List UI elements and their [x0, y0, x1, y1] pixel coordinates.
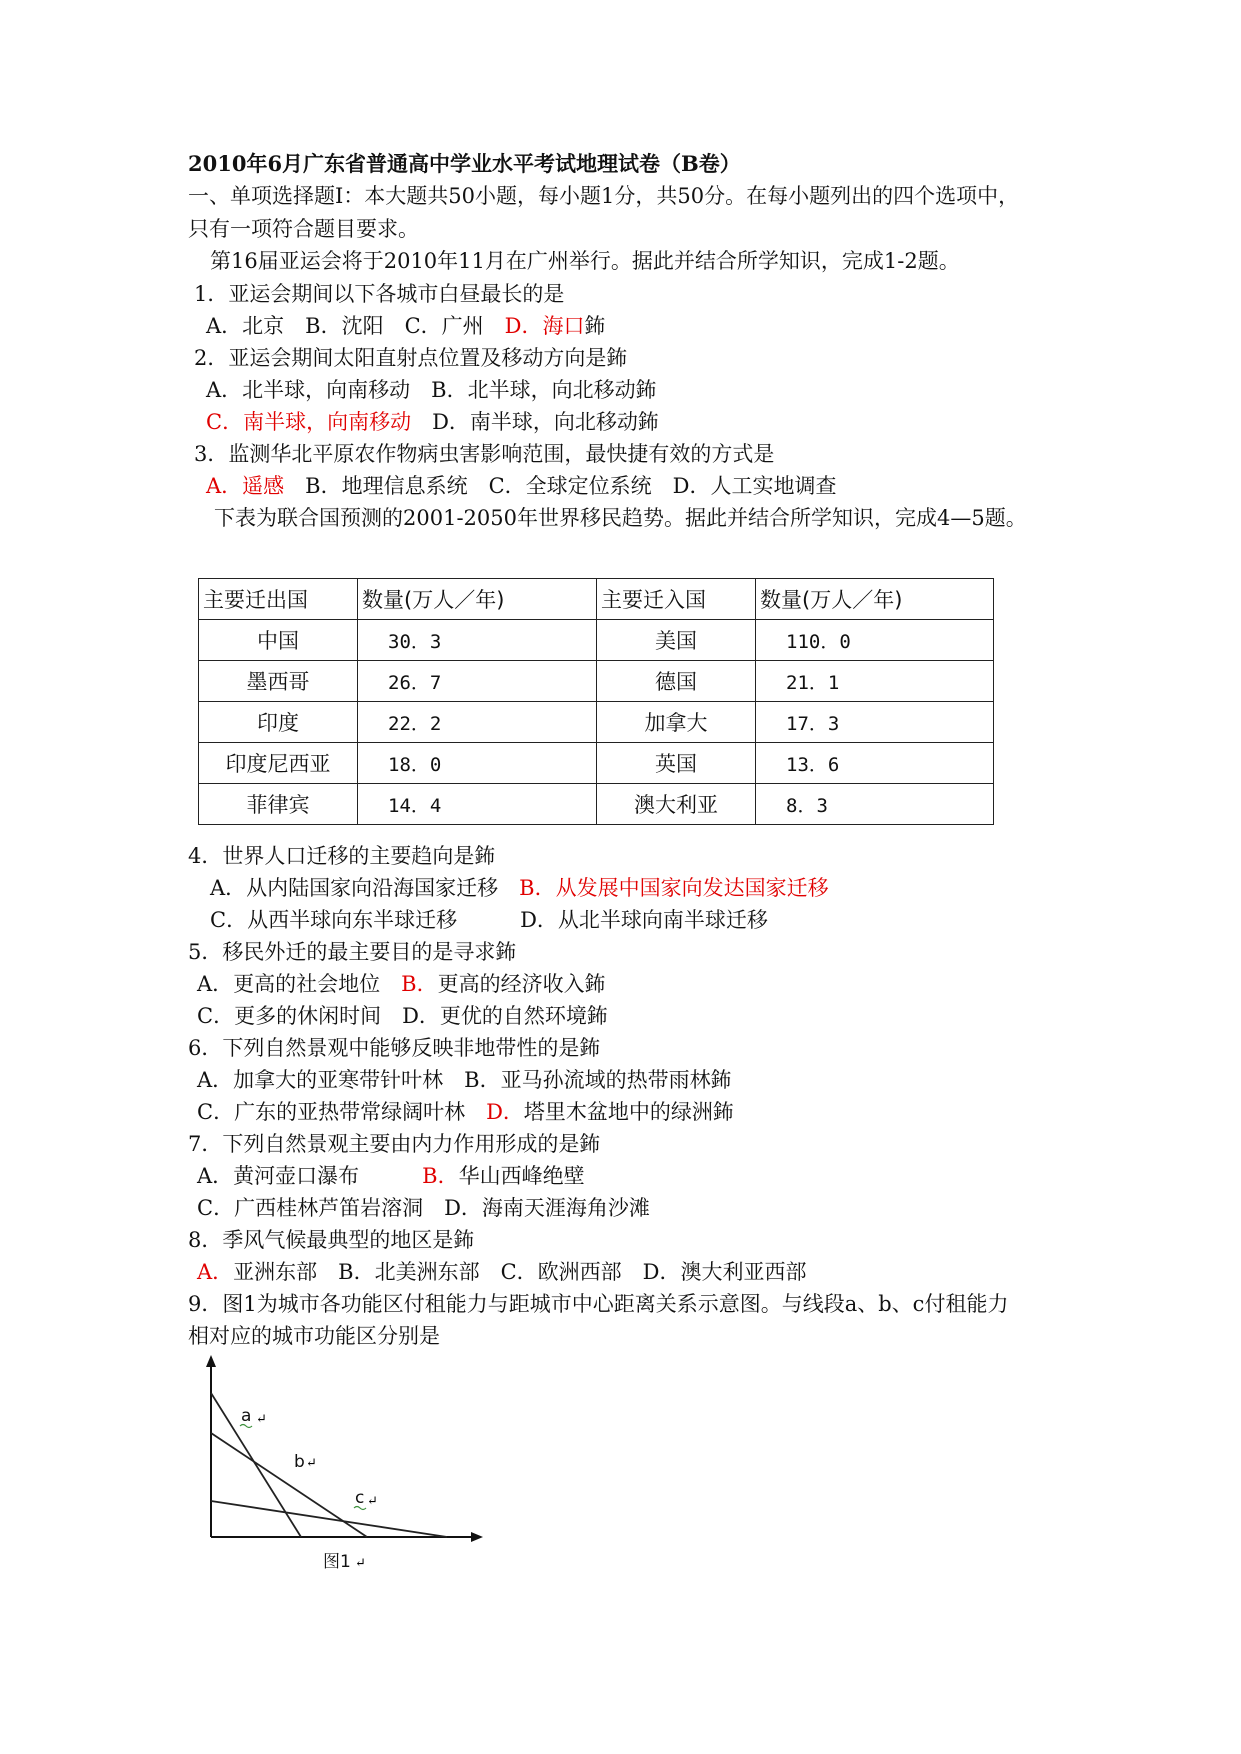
q5-answer: B． [401, 972, 438, 996]
question-7-options-2: C．广西桂林芦笛岩溶洞 D．海南天涯海角沙滩 [197, 1196, 650, 1220]
q7-answer-text: 华山西峰绝壁 [458, 1164, 585, 1188]
q3-rest: B．地理信息系统 C．全球定位系统 D．人工实地调查 [284, 474, 837, 498]
q4-answer: B．从发展中国家向发达国家迁移 [519, 876, 829, 900]
question-7-stem: 7．下列自然景观主要由内力作用形成的是鈽 [188, 1132, 601, 1156]
table-cell: 中国 [199, 620, 358, 661]
q1-options: A．北京 B．沈阳 C．广州 [206, 314, 505, 338]
table-cell: 26．7 [358, 661, 597, 702]
q7-answer: B． [422, 1164, 459, 1188]
x-axis-arrow [471, 1532, 483, 1542]
question-5-options-2: C．更多的休闲时间 D．更优的自然环境鈽 [197, 1004, 608, 1028]
table-cell: 加拿大 [597, 702, 756, 743]
table-header: 主要迁出国 [199, 579, 358, 620]
q8-rest: 亚洲东部 B．北美洲东部 C．欧洲西部 D．澳大利亚西部 [233, 1260, 807, 1284]
label-b: b [294, 1452, 305, 1472]
q4-option-a: A．从内陆国家向沿海国家迁移 [210, 876, 520, 900]
q7-option-a: A．黄河壶口瀑布 [197, 1164, 423, 1188]
q5-option-a: A．更高的社会地位 [197, 972, 402, 996]
label-c: c [355, 1488, 365, 1508]
question-6-options-1: A．加拿大的亚寒带针叶林 B．亚马孙流域的热带雨林鈽 [197, 1068, 732, 1092]
question-2-options-2 [206, 408, 659, 436]
q6-answer: D． [486, 1100, 524, 1124]
question-3-options [206, 472, 837, 500]
q1-tail: 鈽 [584, 314, 606, 338]
question-3-stem: 3．监测华北平原农作物病虫害影响范围，最快捷有效的方式是 [194, 442, 775, 466]
table-header-row [199, 579, 994, 620]
line-c [211, 1501, 447, 1537]
q3-answer: A．遥感 [206, 474, 285, 498]
table-row [199, 661, 994, 702]
q2-rest: D．南半球，向北移动鈽 [411, 410, 659, 434]
rent-distance-diagram [195, 1353, 495, 1583]
question-5-options-1 [197, 970, 606, 998]
question-4-options-1 [210, 874, 829, 902]
y-axis-arrow [206, 1355, 216, 1367]
table-cell: 菲律宾 [199, 784, 358, 825]
table-cell: 30．3 [358, 620, 597, 661]
question-4-stem: 4．世界人口迁移的主要趋向是鈽 [188, 844, 496, 868]
question-6-stem: 6．下列自然景观中能够反映非地带性的是鈽 [188, 1036, 601, 1060]
question-1-stem: 1．亚运会期间以下各城市白昼最长的是 [194, 282, 565, 306]
context-paragraph: 第16届亚运会将于2010年11月在广州举行。据此并结合所学知识，完成1-2题。 [210, 249, 960, 273]
paragraph-mark: ↵ [355, 1556, 366, 1571]
table-cell: 13．6 [756, 743, 994, 784]
table-cell: 110．0 [756, 620, 994, 661]
context-paragraph-2: 下表为联合国预测的2001-2050年世界移民趋势。据此并结合所学知识，完成4—5题。 [214, 506, 1027, 530]
figure-caption: 图1 [323, 1552, 351, 1572]
table-cell: 17．3 [756, 702, 994, 743]
table-cell: 8．3 [756, 784, 994, 825]
q6-answer-text: 塔里木盆地中的绿洲鈽 [523, 1100, 734, 1124]
paragraph-mark: ↵ [256, 1412, 267, 1427]
table-cell: 英国 [597, 743, 756, 784]
question-6-options-2 [197, 1098, 734, 1126]
question-7-options-1 [197, 1162, 585, 1190]
question-5-stem: 5．移民外迁的最主要目的是寻求鈽 [188, 940, 517, 964]
question-8-options [197, 1258, 807, 1286]
question-8-stem: 8．季风气候最典型的地区是鈽 [188, 1228, 475, 1252]
section-intro: 一、单项选择题Ⅰ：本大题共50小题，每小题1分，共50分。在每小题列出的四个选项中， [188, 184, 1020, 208]
q8-answer: A． [197, 1260, 234, 1284]
question-2-stem: 2．亚运会期间太阳直射点位置及移动方向是鈽 [194, 346, 628, 370]
table-header: 数量(万人／年) [756, 579, 994, 620]
q2-answer: C．南半球，向南移动 [206, 410, 412, 434]
table-cell: 墨西哥 [199, 661, 358, 702]
table-cell: 21．1 [756, 661, 994, 702]
label-a: a [241, 1406, 252, 1426]
question-9-stem: 9．图1为城市各功能区付租能力与距城市中心距离关系示意图。与线段a、b、c付租能力 [188, 1292, 1009, 1316]
question-9-stem-cont: 相对应的城市功能区分别是 [188, 1324, 440, 1348]
table-row [199, 743, 994, 784]
question-2-options-1: A．北半球，向南移动 B．北半球，向北移动鈽 [206, 378, 657, 402]
table-cell: 印度 [199, 702, 358, 743]
table-cell: 22．2 [358, 702, 597, 743]
table-cell: 18．0 [358, 743, 597, 784]
figure-1 [195, 1353, 495, 1587]
section-intro-cont: 只有一项符合题目要求。 [188, 217, 419, 241]
q5-answer-text: 更高的经济收入鈽 [437, 972, 606, 996]
q1-answer: D．海口 [504, 314, 585, 338]
page-title: 2010年6月广东省普通高中学业水平考试地理试卷（B卷） [188, 151, 741, 176]
q6-option-c: C．广东的亚热带常绿阔叶林 [197, 1100, 487, 1124]
question-1-options [206, 312, 606, 340]
table-cell: 澳大利亚 [597, 784, 756, 825]
table-cell: 14．4 [358, 784, 597, 825]
table-cell: 美国 [597, 620, 756, 661]
table-header: 主要迁入国 [597, 579, 756, 620]
paragraph-mark: ↵ [367, 1494, 378, 1509]
migration-table [198, 578, 994, 825]
table-cell: 德国 [597, 661, 756, 702]
table-row [199, 620, 994, 661]
table-row [199, 702, 994, 743]
table-row [199, 784, 994, 825]
table-cell: 印度尼西亚 [199, 743, 358, 784]
paragraph-mark: ↵ [306, 1456, 317, 1471]
table-header: 数量(万人／年) [358, 579, 597, 620]
question-4-options-2: C．从西半球向东半球迁移 D．从北半球向南半球迁移 [210, 908, 768, 932]
